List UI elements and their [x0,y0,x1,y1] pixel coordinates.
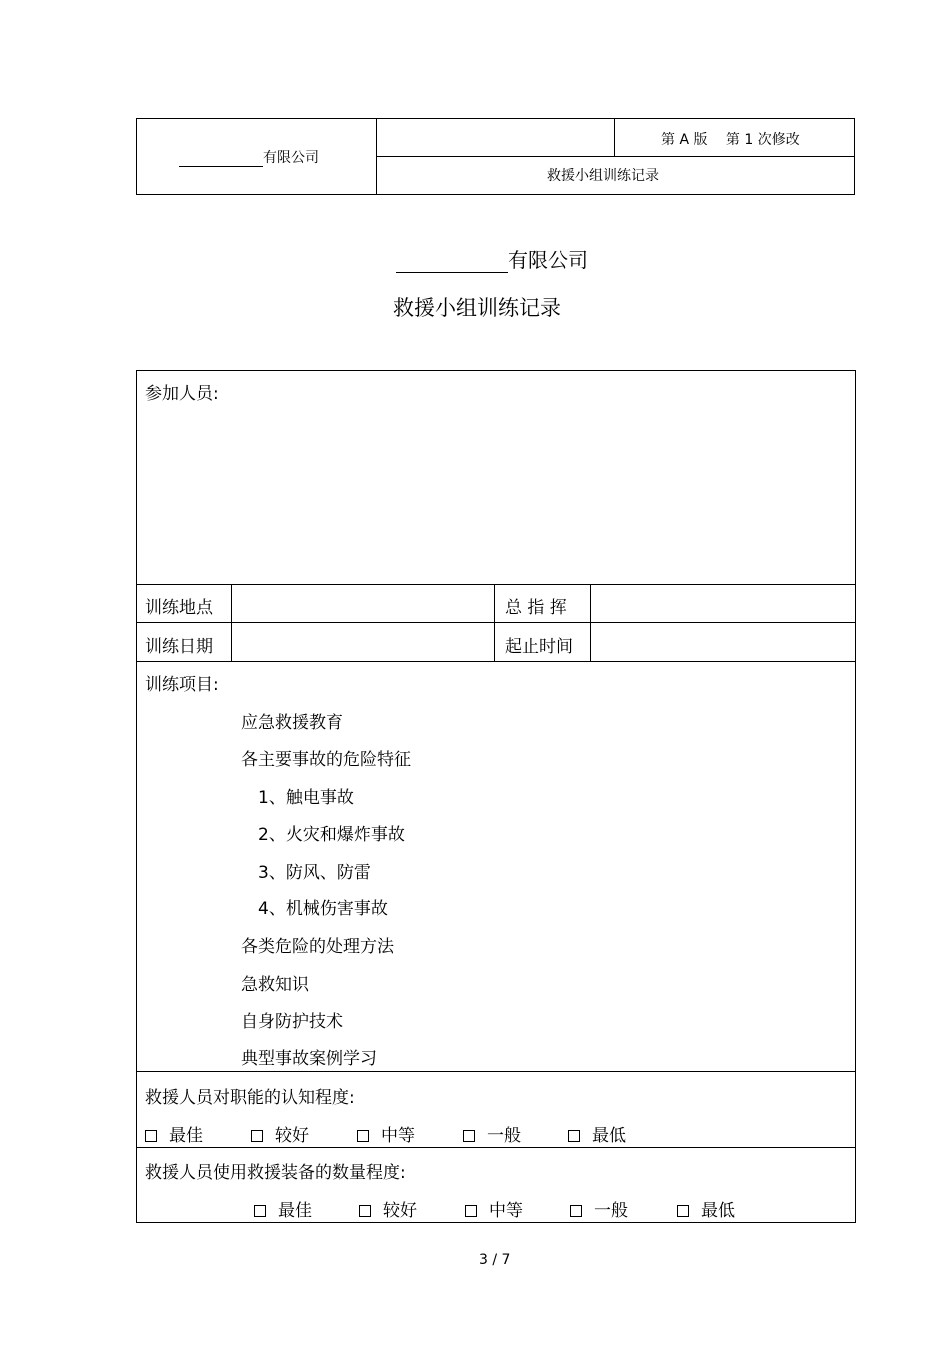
training-record-form [136,370,856,1223]
header-table [136,118,855,195]
list-item: 应急救援教育 [241,713,343,733]
q1-option-average[interactable]: 一般 [463,1121,521,1146]
q2-option-lowest[interactable]: 最低 [677,1196,735,1221]
checkbox-icon[interactable] [359,1205,371,1217]
list-item: 1、触电事故 [258,788,354,808]
location-label: 训练地点 [145,598,213,618]
row-divider [137,1147,855,1148]
header-version: 第 A 版 第 1 次修改 [661,132,800,148]
header-divider [614,119,615,157]
title-company: 有限公司 [396,244,588,273]
q1-option-good[interactable]: 较好 [251,1121,309,1146]
company-name-blank [396,252,508,273]
time-field[interactable] [591,623,854,661]
participants-label: 参加人员: [145,384,219,404]
col-divider [494,584,495,662]
commander-label: 总 指 挥 [505,598,567,618]
checkbox-icon[interactable] [357,1130,369,1142]
q1-option-lowest[interactable]: 最低 [568,1121,626,1146]
location-field[interactable] [232,585,494,622]
header-company: 有限公司 [179,147,319,167]
q2-option-good[interactable]: 较好 [359,1196,417,1221]
q2-option-average[interactable]: 一般 [570,1196,628,1221]
checkbox-icon[interactable] [145,1130,157,1142]
commander-field[interactable] [591,585,854,622]
company-name-blank [179,152,263,167]
list-item: 4、机械伤害事故 [258,899,388,919]
checkbox-icon[interactable] [677,1205,689,1217]
q1-label: 救援人员对职能的认知程度: [145,1088,355,1108]
checkbox-icon[interactable] [465,1205,477,1217]
participants-field[interactable] [138,372,854,583]
row-divider [137,661,855,662]
list-item: 3、防风、防雷 [258,863,371,883]
page-number: 3 / 7 [479,1252,511,1268]
checkbox-icon[interactable] [254,1205,266,1217]
page-title: 救援小组训练记录 [393,296,561,320]
row-divider [137,1071,855,1072]
list-item: 典型事故案例学习 [241,1049,377,1069]
header-divider [376,156,854,157]
list-item: 各类危险的处理方法 [241,937,394,957]
q1-option-best[interactable]: 最佳 [145,1121,203,1146]
list-item: 各主要事故的危险特征 [241,750,411,770]
checkbox-icon[interactable] [463,1130,475,1142]
items-label: 训练项目: [145,675,219,695]
checkbox-icon[interactable] [568,1130,580,1142]
header-form-name: 救援小组训练记录 [547,168,659,184]
time-label: 起止时间 [505,637,573,657]
list-item: 2、火灾和爆炸事故 [258,825,405,845]
q2-label: 救援人员使用救援装备的数量程度: [145,1163,406,1183]
q2-option-medium[interactable]: 中等 [465,1196,523,1221]
q2-option-best[interactable]: 最佳 [254,1196,312,1221]
q1-option-medium[interactable]: 中等 [357,1121,415,1146]
date-label: 训练日期 [145,637,213,657]
list-item: 自身防护技术 [241,1012,343,1032]
checkbox-icon[interactable] [570,1205,582,1217]
list-item: 急救知识 [241,975,309,995]
date-field[interactable] [232,623,494,661]
checkbox-icon[interactable] [251,1130,263,1142]
